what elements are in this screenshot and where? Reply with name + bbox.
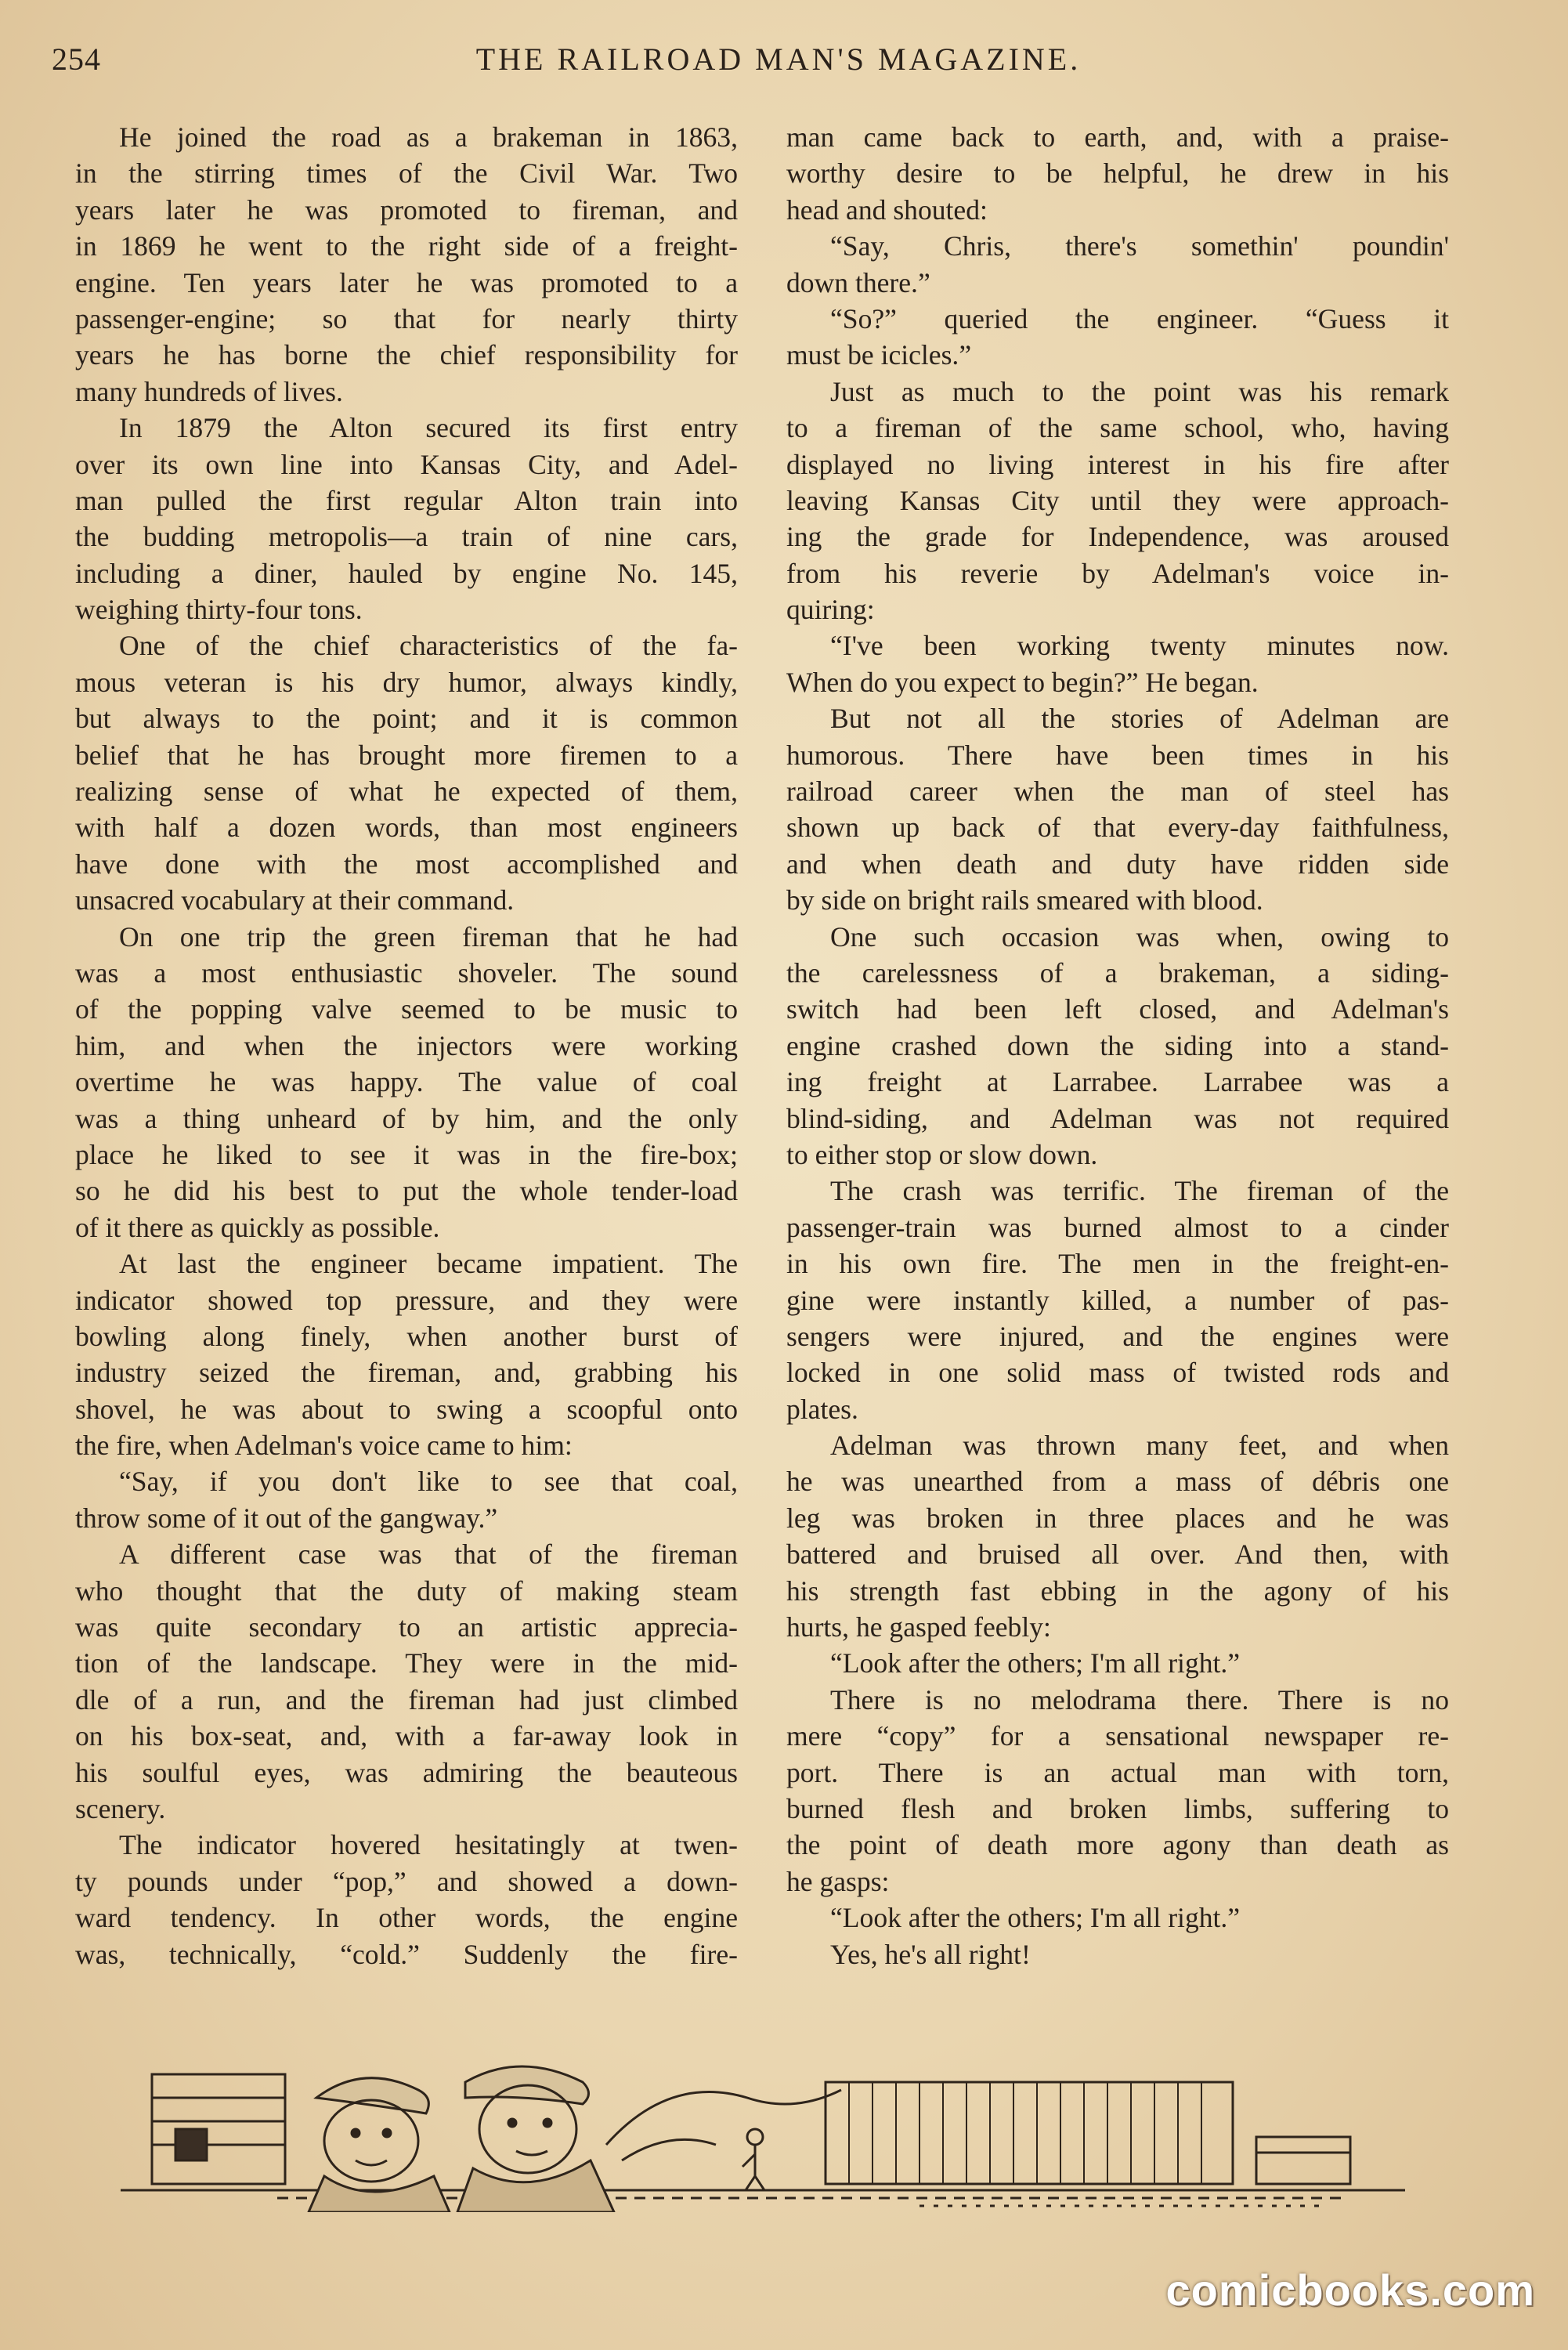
text-line: weighing thirty-four tons. xyxy=(75,594,363,626)
text-line: was a most enthusiastic shoveler. The sound xyxy=(75,956,738,989)
text-line: shown up back of that every-day faithfulness, xyxy=(786,812,1449,844)
text-line: hurts, he gasped feebly: xyxy=(786,1611,1051,1643)
text-line: “Look after the others; I'm all right.” xyxy=(830,1647,1241,1679)
text-line: “Say, Chris, there's somethin' poundin' xyxy=(830,230,1449,262)
text-line: dle of a run, and the fireman had just climbed xyxy=(75,1683,738,1716)
text-line: Adelman was thrown many feet, and when xyxy=(830,1430,1449,1462)
text-line: his soulful eyes, was admiring the beauteous xyxy=(75,1756,738,1788)
text-line: At last the engineer became impatient. The xyxy=(119,1248,738,1280)
text-line: When do you expect to begin?” He began. xyxy=(786,666,1259,698)
text-line: “Say, if you don't like to see that coal, xyxy=(119,1466,738,1498)
illustration-linework xyxy=(121,2066,1405,2212)
text-line: passenger-train was burned almost to a cinder xyxy=(786,1211,1449,1243)
text-line: belief that he has brought more firemen to a xyxy=(75,739,738,771)
text-line: Yes, he's all right! xyxy=(830,1938,1031,1970)
text-line: mere “copy” for a sensational newspaper re- xyxy=(786,1720,1449,1752)
text-line: years later he was promoted to fireman, and xyxy=(75,193,738,226)
text-line: the fire, when Adelman's voice came to him: xyxy=(75,1430,573,1462)
text-line: He joined the road as a brakeman in 1863, xyxy=(119,121,738,153)
site-watermark: comicbooks.com xyxy=(1165,2265,1535,2315)
text-line: in his own fire. The men in the freight-en- xyxy=(786,1248,1449,1280)
text-line: There is no melodrama there. There is no xyxy=(830,1683,1449,1716)
text-line: have done with the most accomplished and xyxy=(75,848,738,880)
text-line: ing freight at Larrabee. Larrabee was a xyxy=(786,1066,1449,1098)
text-line: But not all the stories of Adelman are xyxy=(830,703,1449,735)
text-line: burned flesh and broken limbs, suffering to xyxy=(786,1792,1449,1824)
text-line: “I've been working twenty minutes now. xyxy=(830,630,1449,662)
text-line: The crash was terrific. The fireman of the xyxy=(830,1175,1449,1207)
text-line: overtime he was happy. The value of coal xyxy=(75,1066,738,1098)
text-line: place he liked to see it was in the fire-box; xyxy=(75,1138,738,1170)
text-line: the point of death more agony than death as xyxy=(786,1829,1449,1861)
text-line: switch had been left closed, and Adelman's xyxy=(786,993,1449,1025)
text-line: realizing sense of what he expected of them, xyxy=(75,776,738,808)
text-line: ward tendency. In other words, the engine xyxy=(75,1902,738,1934)
text-line: In 1879 the Alton secured its first entry xyxy=(119,412,738,444)
text-line: ty pounds under “pop,” and showed a down- xyxy=(75,1865,738,1897)
text-line: indicator showed top pressure, and they were xyxy=(75,1284,738,1316)
text-line: was, technically, “cold.” Suddenly the fire- xyxy=(75,1938,738,1970)
text-line: throw some of it out of the gangway.” xyxy=(75,1502,498,1534)
text-line: man pulled the first regular Alton train into xyxy=(75,484,738,516)
text-line: engine crashed down the siding into a stand- xyxy=(786,1029,1449,1061)
text-line: to either stop or slow down. xyxy=(786,1138,1098,1170)
text-line: humorous. There have been times in his xyxy=(786,739,1449,771)
text-line: from his reverie by Adelman's voice in- xyxy=(786,557,1449,589)
text-line: locked in one solid mass of twisted rods and xyxy=(786,1357,1449,1389)
text-line: scenery. xyxy=(75,1792,166,1824)
text-line: in 1869 he went to the right side of a freight- xyxy=(75,230,738,262)
text-line: ing the grade for Independence, was aroused xyxy=(786,521,1449,553)
text-line: his strength fast ebbing in the agony of his xyxy=(786,1574,1449,1607)
text-line: quiring: xyxy=(786,594,875,626)
text-line: tion of the landscape. They were in the mid- xyxy=(75,1647,738,1679)
text-line: and when death and duty have ridden side xyxy=(786,848,1449,880)
text-line: unsacred vocabulary at their command. xyxy=(75,884,515,916)
right-text-column xyxy=(786,119,1449,1972)
text-line: shovel, he was about to swing a scoopful onto xyxy=(75,1393,738,1425)
footer-illustration xyxy=(121,2051,1405,2212)
text-line: on his box-seat, and, with a far-away look in xyxy=(75,1720,738,1752)
text-line: but always to the point; and it is common xyxy=(75,703,738,735)
text-line: On one trip the green fireman that he had xyxy=(119,920,738,953)
text-line: blind-siding, and Adelman was not required xyxy=(786,1102,1449,1134)
text-line: gine were instantly killed, a number of pas- xyxy=(786,1284,1449,1316)
text-line: plates. xyxy=(786,1393,858,1425)
text-line: mous veteran is his dry humor, always kindly, xyxy=(75,666,738,698)
left-text-column xyxy=(75,119,738,1972)
page-header xyxy=(52,41,1505,91)
text-line: leaving Kansas City until they were approach- xyxy=(786,484,1449,516)
text-line: the budding metropolis—a train of nine cars, xyxy=(75,521,738,553)
running-head: THE RAILROAD MAN'S MAGAZINE. xyxy=(475,42,1082,77)
text-line: by side on bright rails smeared with blood. xyxy=(786,884,1263,916)
text-line: who thought that the duty of making steam xyxy=(75,1574,738,1607)
text-line: worthy desire to be helpful, he drew in his xyxy=(786,157,1449,190)
text-line: displayed no living interest in his fire after xyxy=(786,448,1449,480)
text-line: Just as much to the point was his remark xyxy=(830,375,1449,407)
text-line: with half a dozen words, than most engineers xyxy=(75,812,738,844)
text-line: he was unearthed from a mass of débris one xyxy=(786,1466,1449,1498)
text-line: engine. Ten years later he was promoted to a xyxy=(75,266,738,298)
text-line: so he did his best to put the whole tender-load xyxy=(75,1175,738,1207)
text-line: head and shouted: xyxy=(786,193,988,226)
text-line: “Look after the others; I'm all right.” xyxy=(830,1902,1241,1934)
text-line: industry seized the fireman, and, grabbing his xyxy=(75,1357,738,1389)
text-line: sengers were injured, and the engines were xyxy=(786,1320,1449,1352)
text-line: he gasps: xyxy=(786,1865,890,1897)
text-line: of it there as quickly as possible. xyxy=(75,1211,440,1243)
text-line: to a fireman of the same school, who, having xyxy=(786,412,1449,444)
text-line: him, and when the injectors were working xyxy=(75,1029,738,1061)
text-line: including a diner, hauled by engine No. 145, xyxy=(75,557,738,589)
text-line: the carelessness of a brakeman, a siding- xyxy=(786,956,1449,989)
text-line: was a thing unheard of by him, and the only xyxy=(75,1102,738,1134)
text-line: of the popping valve seemed to be music to xyxy=(75,993,738,1025)
text-line: port. There is an actual man with torn, xyxy=(786,1756,1449,1788)
text-line: battered and bruised all over. And then, with xyxy=(786,1538,1449,1571)
text-line: in the stirring times of the Civil War. Two xyxy=(75,157,738,190)
text-line: was quite secondary to an artistic apprecia- xyxy=(75,1611,738,1643)
text-line: “So?” queried the engineer. “Guess it xyxy=(830,302,1449,334)
text-line: passenger-engine; so that for nearly thirty xyxy=(75,302,738,334)
text-line: years he has borne the chief responsibility for xyxy=(75,339,738,371)
text-line: bowling along finely, when another burst of xyxy=(75,1320,738,1352)
text-line: A different case was that of the fireman xyxy=(119,1538,738,1571)
text-line: One such occasion was when, owing to xyxy=(830,920,1449,953)
text-line: over its own line into Kansas City, and Adel- xyxy=(75,448,738,480)
text-line: railroad career when the man of steel has xyxy=(786,776,1449,808)
text-line: leg was broken in three places and he was xyxy=(786,1502,1449,1534)
text-line: must be icicles.” xyxy=(786,339,972,371)
text-line: many hundreds of lives. xyxy=(75,375,343,407)
text-line: One of the chief characteristics of the fa- xyxy=(119,630,738,662)
text-line: down there.” xyxy=(786,266,930,298)
text-line: man came back to earth, and, with a praise- xyxy=(786,121,1449,153)
page-number: 254 xyxy=(52,42,101,77)
text-line: The indicator hovered hesitatingly at twen- xyxy=(119,1829,738,1861)
